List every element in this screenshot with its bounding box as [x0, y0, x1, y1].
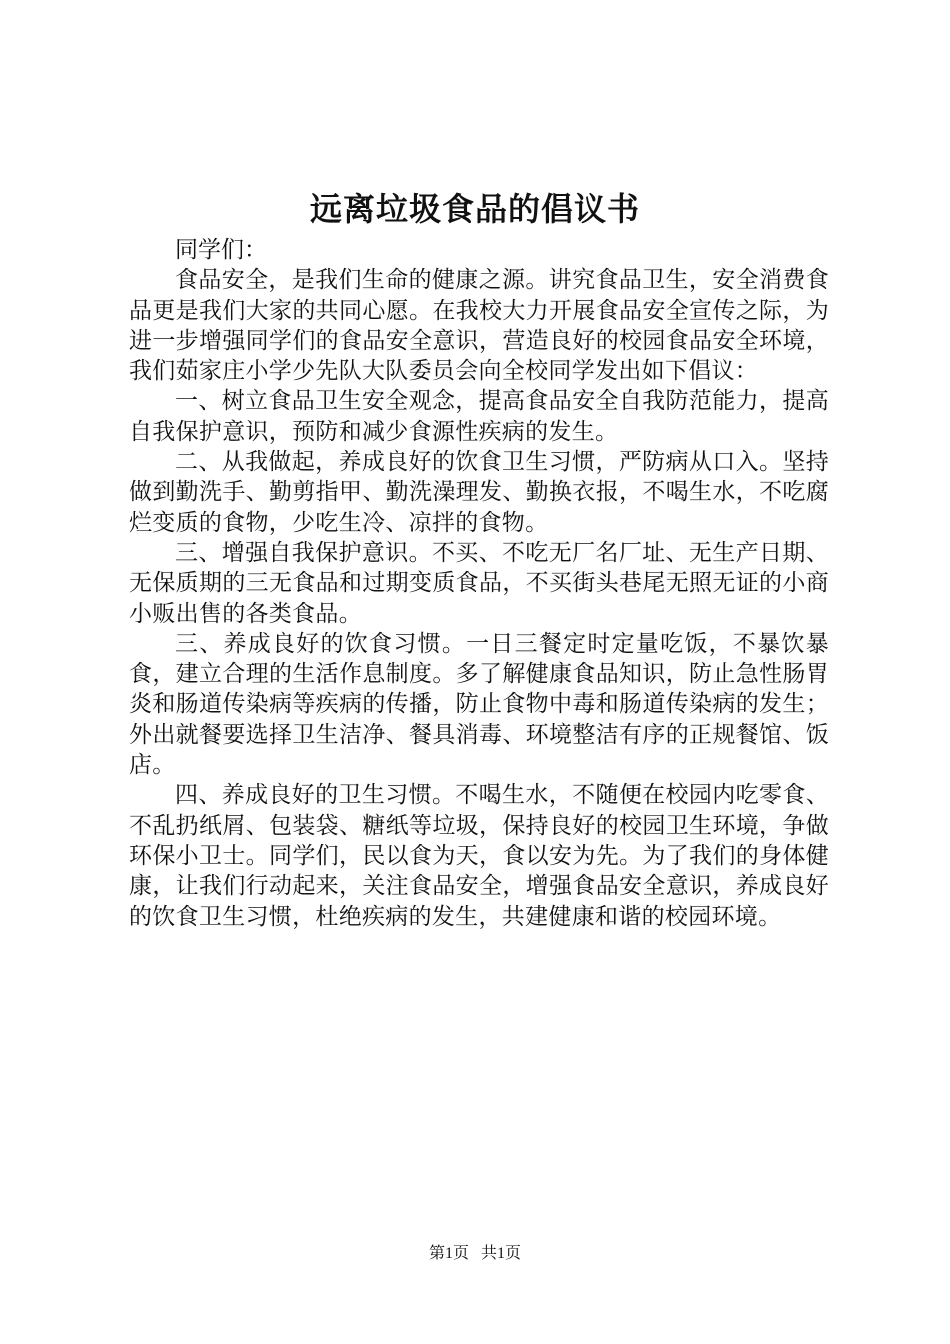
page-total: 共1页: [481, 1245, 522, 1262]
document-title: 远离垃圾食品的倡议书: [309, 190, 640, 228]
paragraph-item-3: 三、增强自我保护意识。不买、不吃无厂名厂址、无生产日期、无保质期的三无食品和过期变质食品，不买街头巷尾无照无证的小商小贩出售的各类食品。: [129, 539, 829, 627]
paragraph-item-4: 四、养成良好的卫生习惯。不喝生水，不随便在校园内吃零食、不乱扔纸屑、包装袋、糖纸等垃圾，保持良好的校园卫生环境，争做环保小卫士。同学们，民以食为天，食以安为先。为了我们的身体健康，让我们行动起来，关注食品安全，增强食品安全意识，养成良好的饮食卫生习惯，杜绝疾病的发生，共建健康和谐的校园环境。: [129, 782, 829, 930]
paragraph-item-1: 一、树立食品卫生安全观念，提高食品安全自我防范能力，提高自我保护意识，预防和减少食源性疾病的发生。: [129, 388, 829, 445]
page-footer: [0, 1243, 950, 1265]
salutation: 同学们：: [175, 237, 267, 263]
paragraph-item-3b: 三、养成良好的饮食习惯。一日三餐定时定量吃饭，不暴饮暴食，建立合理的生活作息制度。多了解健康食品知识，防止急性肠胃炎和肠道传染病等疾病的传播，防止食物中毒和肠道传染病的发生；外出就餐要选择卫生洁净、餐具消毒、环境整洁有序的正规餐馆、饭店。: [129, 630, 829, 779]
page-number: 第1页: [428, 1245, 469, 1262]
paragraph-intro: 食品安全，是我们生命的健康之源。讲究食品卫生，安全消费食品更是我们大家的共同心愿。在我校大力开展食品安全宣传之际，为进一步增强同学们的食品安全意识，营造良好的校园食品安全环境，我们茹家庄小学少先队大队委员会向全校同学发出如下倡议：: [129, 267, 829, 385]
document-body: [129, 235, 829, 932]
paragraph-item-2: 二、从我做起，养成良好的饮食卫生习惯，严防病从口入。坚持做到勤洗手、勤剪指甲、勤洗澡理发、勤换衣报，不喝生水，不吃腐烂变质的食物，少吃生冷、凉拌的食物。: [129, 449, 829, 536]
